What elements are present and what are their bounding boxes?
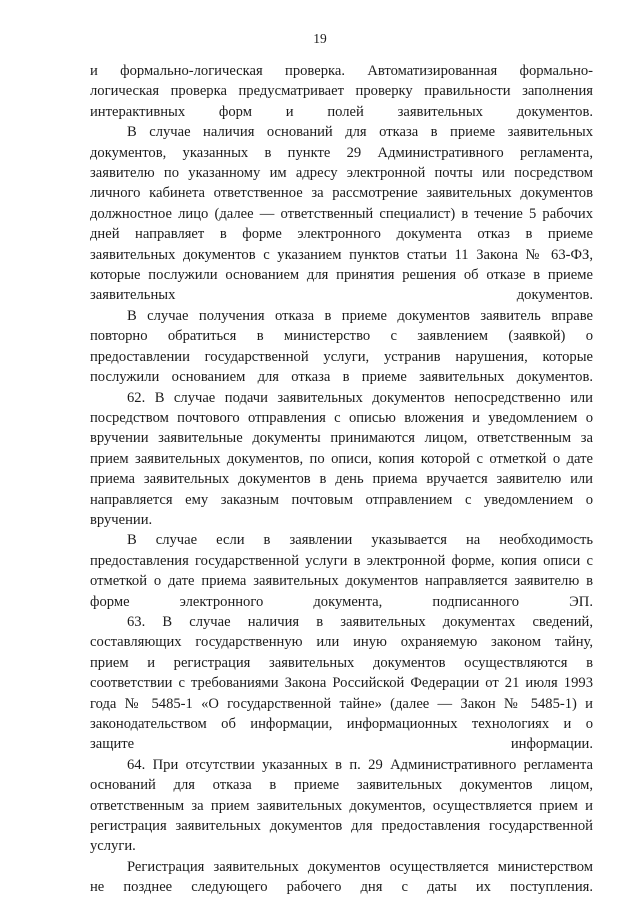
text-line: ответственным за прием заявительных документов, осуществляется прием и <box>90 797 593 814</box>
text-line: должностное лицо (далее — ответственный специалист) в течение 5 рабочих <box>90 205 593 222</box>
text-line: предоставления государственной услуги в электронной форме, копия описи с <box>90 552 593 569</box>
text-line: личного кабинета ответственное за рассмотрение заявительных документов <box>90 185 593 202</box>
text-line: заявительных документов с указанием пунктов статьи 11 Закона № 63-ФЗ, <box>90 246 593 263</box>
text-line: дней направляет в форме электронного документа отказ в приеме <box>90 226 593 243</box>
text-line: приема заявительных документов в день приема вручается заявителю или <box>90 471 593 488</box>
text-line: заявительных документов. <box>90 287 593 304</box>
text-line: регистрация заявительных документов для предоставления государственной <box>90 818 593 835</box>
text-line: заявителю по указанному им адресу электронной почты или посредством <box>90 165 593 182</box>
text-line: прием заявительных документов, по описи, копия которой с отметкой о дате <box>90 450 593 467</box>
text-line: В случае получения отказа в приеме документов заявитель вправе <box>127 307 593 324</box>
page-number: 19 <box>313 31 327 46</box>
text-line: услуги. <box>90 838 136 855</box>
text-line: вручении. <box>90 511 153 528</box>
text-line: В случае если в заявлении указывается на необходимость <box>127 532 593 549</box>
text-line: отметкой о дате приема заявительных документов направляется заявителю в <box>90 573 593 590</box>
text-line: 64. При отсутствии указанных в п. 29 Административного регламента <box>127 756 593 773</box>
text-line: логическая проверка предусматривает проверку правильности заполнения <box>90 83 593 100</box>
text-line: прием и регистрация заявительных документов осуществляются в <box>90 654 593 671</box>
text-line: направляется ему заказным почтовым отправлением с уведомлением о <box>90 491 593 508</box>
text-line: предоставлении государственной услуги, устранив нарушения, которые <box>90 348 593 365</box>
text-line: посредством почтового отправления с описью вложения и уведомлением о <box>90 409 593 426</box>
text-line: документов, указанных в пункте 29 Административного регламента, <box>90 144 593 161</box>
paragraph <box>90 306 593 388</box>
text-line: послужили основанием для отказа в приеме заявительных документов. <box>90 369 593 386</box>
text-line: составляющих государственную или иную охраняемую законом тайну, <box>90 634 593 651</box>
text-line: вручении заявительные документы принимаются лицом, ответственным за <box>90 430 593 447</box>
text-line: форме электронного документа, подписанного ЭП. <box>90 593 593 610</box>
paragraph <box>90 612 593 755</box>
text-line: оснований для отказа в приеме заявительных документов лицом, <box>90 777 593 794</box>
text-line: защите информации. <box>90 736 593 753</box>
paragraph <box>90 122 593 306</box>
document-body <box>90 61 593 898</box>
text-line: соответствии с требованиями Закона Российской Федерации от 21 июля 1993 <box>90 675 593 692</box>
text-line: повторно обратиться в министерство с заявлением (заявкой) о <box>90 328 593 345</box>
paragraph <box>90 530 593 612</box>
text-line: В случае наличия оснований для отказа в приеме заявительных <box>127 124 593 141</box>
paragraph <box>90 61 593 122</box>
text-line: 62. В случае подачи заявительных документов непосредственно или <box>127 389 593 406</box>
text-line: года № 5485-1 «О государственной тайне» (далее — Закон № 5485-1) и <box>90 695 593 712</box>
text-line: интерактивных форм и полей заявительных документов. <box>90 103 593 120</box>
text-line: 63. В случае наличия в заявительных документах сведений, <box>127 613 593 630</box>
text-line: законодательством об информации, информационных технологиях и о <box>90 716 593 732</box>
text-line: которые послужили основанием для принятия решения об отказе в приеме <box>90 267 593 284</box>
text-line: не позднее следующего рабочего дня с даты их поступления. <box>90 879 593 896</box>
paragraph <box>90 388 593 531</box>
paragraph <box>90 755 593 857</box>
paragraph <box>90 857 593 898</box>
text-line: Регистрация заявительных документов осуществляется министерством <box>127 858 593 875</box>
text-line: и формально-логическая проверка. Автоматизированная формально- <box>90 63 593 79</box>
